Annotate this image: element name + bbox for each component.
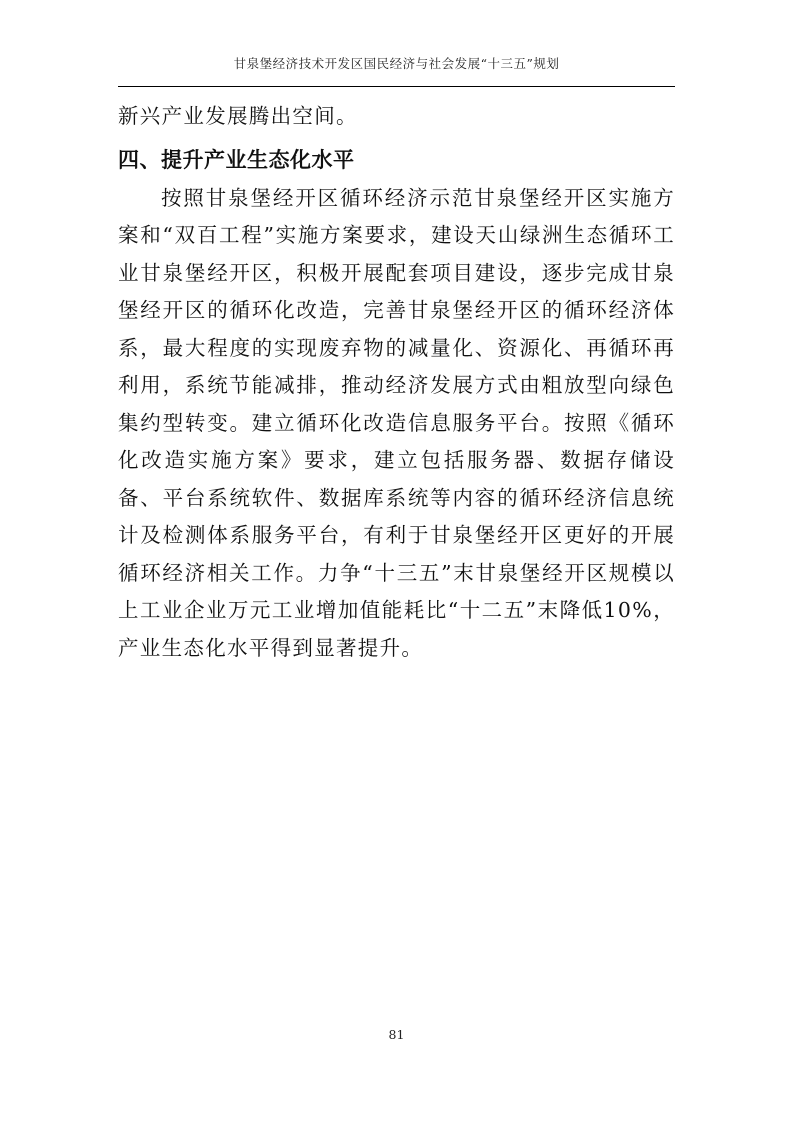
document-body — [118, 98, 675, 667]
body-paragraph: 按照甘泉堡经开区循环经济示范甘泉堡经开区实施方案和“双百工程”实施方案要求，建设天山绿洲生态循环工业甘泉堡经开区，积极开展配套项目建设，逐步完成甘泉堡经开区的循环化改造，完善甘泉堡经开区的循环经济体系，最大程度的实现废弃物的减量化、资源化、再循环再利用，系统节能减排，推动经济发展方式由粗放型向绿色集约型转变。建立循环化改造信息服务平台。按照《循环化改造实施方案》要求，建立包括服务器、数据存储设备、平台系统软件、数据库系统等内容的循环经济信息统计及检测体系服务平台，有利于甘泉堡经开区更好的开展循环经济相关工作。力争“十三五”末甘泉堡经开区规模以上工业企业万元工业增加值能耗比“十二五”末降低10%，产业生态化水平得到显著提升。 — [118, 185, 675, 660]
page-header: 甘泉堡经济技术开发区国民经济与社会发展“十三五”规划 — [233, 56, 560, 71]
continuation-text: 新兴产业发展腾出空间。 — [118, 104, 358, 128]
page-number: 81 — [388, 1027, 405, 1042]
header-divider — [118, 86, 675, 87]
section-heading: 四、提升产业生态化水平 — [118, 147, 355, 172]
